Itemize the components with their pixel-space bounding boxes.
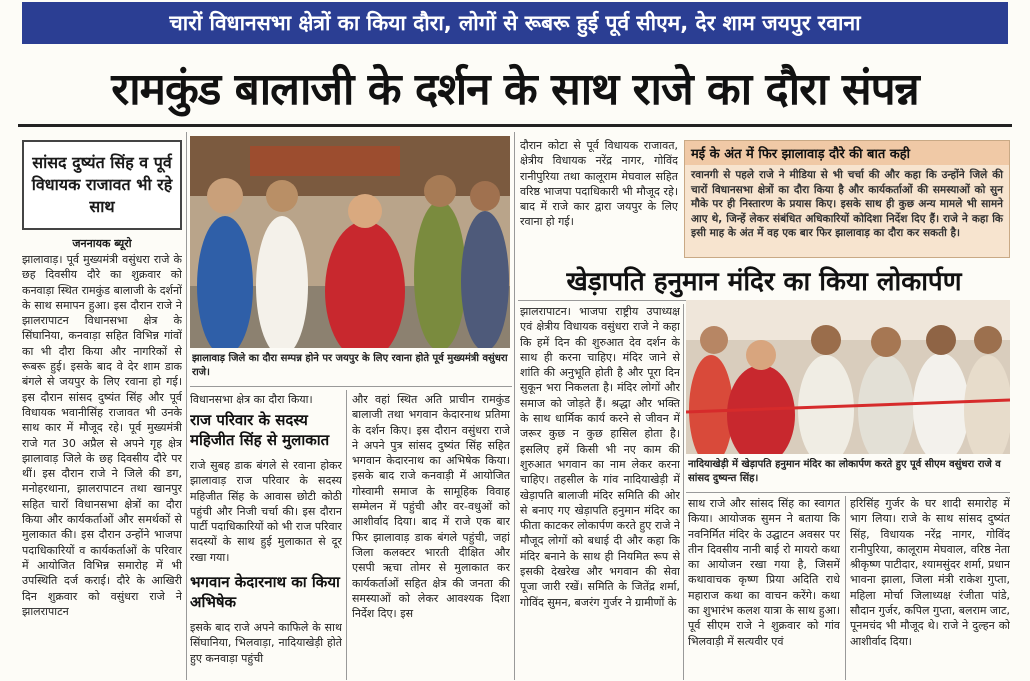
column-divider: [514, 132, 515, 680]
article-column-1: झालावाड़। पूर्व मुख्यमंत्री वसुंधरा राजे के छह दिवसीय दौरे का शुक्रवार को कनवाड़ा स्थित रामकुंड बालाजी के दर्शनों के साथ समापन हुआ। इस दौरान राजे ने झालरापाटन विधानसभा क्षेत्र के सिंघानिया, कनवाड़ा सहित विभिन्न गांवों का भी दौरा किया और नागरिकों से रूबरू हुई। इसके बाद वे देर शाम डाक बंगले से जयपुर के लिए रवाना हो गई। इस दौरान सांसद दुष्यंत सिंह और पूर्व विधायक भवानीसिंह राजावत भी उनके साथ कार में मौजूद रहे। पूर्व मुख्यमंत्री राजे गत 30 अप्रैल से अपने गृह क्षेत्र झालावाड़ जिले के छह दिवसीय दौरे पर थीं। इस दौरान राजे ने जिले की डग, मनोहरथाना, झालरापाटन तथा खानपुर सहित चारों विधानसभा क्षेत्रों का दौरा किया और कार्यकर्ताओं और समर्थकों से मुलाकात की। इस दौरान उन्होंने भाजपा पदाधिकारियों व कार्यकर्ताओं के परिवार में आयोजित विभिन्न समारोह में भी उपस्थिति दर्ज कराई। दौरे के आखिरी दिन शुक्रवार को वसुंधरा राजे ने झालरापाटन: [22, 253, 182, 618]
caption-rule: [190, 386, 512, 387]
photo2-caption: नादियाखेड़ी में खेड़ापति हनुमान मंदिर का लोकार्पण करते हुए पूर्व सीएम वसुंधरा राजे व सांसद दुष्यन्त सिंह।: [688, 459, 1001, 484]
photo-raje-departure: [190, 136, 510, 348]
column-divider: [346, 390, 347, 680]
column-divider: [186, 132, 187, 680]
article-column-3: और वहां स्थित अति प्राचीन रामकुंड बालाजी तथा भगवान केदारनाथ प्रतिमा के दर्शन किए। इस दौरान वसुंधरा राजे ने अपने पुत्र सांसद दुष्यंत सिंह सहित भगवान केदारनाथ का अभिषेक किया। इसके बाद राजे कनवाड़ी में आयोजित गोस्वामी समाज के सामूहिक विवाह सम्मेलन में पहुंची और वर-वधुओं को आशीर्वाद दिया। बाद में राजे एक बार फिर झालावाड़ डाक बंगले पहुंची, जहां जिला कलक्टर भारती दीक्षित और एसपी ऋचा तोमर से मुलाकात कर कार्यकर्ताओं सहित क्षेत्र की जनता की समस्याओं को लेकर आवश्यक दिशा निर्देश दिए। इस: [352, 393, 510, 621]
left-box-heading: सांसद दुष्यंत सिंह व पूर्व विधायक राजावत भी रहे साथ: [22, 140, 182, 230]
photo1-caption: झालावाड़ जिले का दौरा सम्पन्न होने पर जयपुर के लिए रवाना होते पूर्व मुख्यमंत्री वसुंधरा राजे।: [192, 353, 508, 378]
caption-rule: [686, 492, 1010, 493]
article-column-2-body2: इसके बाद राजे अपने काफिले के साथ सिंघानिया, भिलवाड़ा, नादियाखेड़ी होते हुए कनवाड़ा पहुंची: [190, 621, 342, 665]
info-box: [684, 140, 1010, 258]
article-column-4: झालरापाटन। भाजपा राष्ट्रीय उपाध्यक्ष एवं क्षेत्रीय विधायक वसुंधरा राजे ने कहा कि हमें दिन की शुरुआत देव दर्शन के साथ ही करना चाहिए। मंदिर जाने से शांति की अनुभूति होती है और पूरा दिन सुकून भरा निकलता है। मंदिर लोगों और समाज को जोड़ते हैं। श्रद्धा और भक्ति के साथ धार्मिक कार्य करने से जीवन में जरूर कुछ न कुछ हासिल होता है। इसलिए हमें किसी भी नए काम की शुरुआत भगवान का नाम लेकर करना चाहिए। तहसील के गांव नादियाखेड़ी में खेड़ापति बालाजी मंदिर समिति की ओर से बनाए गए खेड़ापति हनुमान मंदिर का फीता काटकर लोकार्पण करते हुए राजे ने मौजूद लोगों को बधाई दी और कहा कि मंदिर बनाने के साथ ही नियमित रूप से इसकी देखरेख और भगवान की सेवा पूजा जारी रखें। समिति के जितेंद्र शर्मा, गोविंद सुमन, बजरंग गुर्जर ने ग्रामीणों के: [520, 305, 680, 609]
subhead-kedarnath: भगवान केदारनाथ का किया अभिषेक: [190, 573, 340, 611]
info-box-heading: मई के अंत में फिर झालावाड़ दौरे की बात कही: [685, 141, 1009, 165]
column-divider: [845, 496, 846, 680]
headline-rule: [18, 124, 1012, 127]
article-column-5: साथ राजे और सांसद सिंह का स्वागत किया। आयोजक सुमन ने बताया कि नवनिर्मित मंदिर के उद्घाटन अवसर पर तीन दिवसीय नानी बाई रो मायरो कथा का आयोजन रखा गया है, जिसमें कथावाचक कृष्ण प्रिया अदिति राधे महाराज कथा का वाचन करेंगे। कथा का शुभारंभ कलश यात्रा के साथ हुआ। पूर्व सीएम राजे ने शुक्रवार को गांव भिलवाड़ी में सत्यवीर एवं: [688, 497, 840, 648]
top-banner: चारों विधानसभा क्षेत्रों का किया दौरा, लोगों से रूबरू हुई पूर्व सीएम, देर शाम जयपुर रवाना: [22, 2, 1008, 44]
second-headline: खेड़ापति हनुमान मंदिर का किया लोकार्पण: [566, 267, 962, 297]
article-column-6: हरिसिंह गुर्जर के घर शादी समारोह में भाग लिया। राजे के साथ सांसद दुष्यंत सिंह, विधायक नरेंद्र नागर, गोविंद रानीपुरिया, कालूराम मेघवाल, वरिष्ठ नेता श्रीकृष्ण पाटीदार, श्यामसुंदर शर्मा, प्रधान भावना झाला, जिला मंत्री राकेश गुप्ता, महिला मोर्चा जिलाध्यक्ष रंजीता पांडे, सौदान गुर्जर, कपिल गुप्ता, बलराम जाट, पूनमचंद भी मौजूद थे। राजे ने दुल्हन को आशीर्वाद दिया।: [850, 497, 1010, 648]
info-box-body: रवानगी से पहले राजे ने मीडिया से भी चर्चा की और कहा कि उन्होंने जिले की चारों विधानसभा क्षेत्रों का दौरा किया है और कार्यकर्ताओं की समस्याओं को सुन मौके पर ही निस्तारण के प्रयास किए। इसके साथ ही कुछ अन्य मामले भी सामने आए थे, जिन्हें लेकर संबंधित अधिकारियों कोदिशा निर्देश दिए हैं। राजे ने कहा कि इसी माह के अंत में वह एक बार फिर झालावाड़ का दौरा कर सकती है।: [691, 169, 1003, 239]
photo-temple-inauguration: [686, 300, 1010, 454]
byline: जननायक ब्यूरो: [72, 237, 132, 250]
page-headline: रामकुंड बालाजी के दर्शन के साथ राजे का दौरा संपन्न: [111, 64, 919, 115]
article-column-2-lead: विधानसभा क्षेत्र का दौरा किया।: [190, 393, 313, 406]
article-column-2-body1: राजे सुबह डाक बंगले से रवाना होकर झालावाड़ राज परिवार के सदस्य महिजीत सिंह के आवास छोटी कोठी पहुंची और निजी चर्चा की। इस दौरान पार्टी पदाधिकारियों को भी राज परिवार सदस्यों के साथ हुई मुलाकात से दूर रखा गया।: [190, 459, 342, 564]
article-column-4-top: दौरान कोटा से पूर्व विधायक राजावत, क्षेत्रीय विधायक नरेंद्र नागर, गोविंद रानीपुरिया तथा कालूराम मेघवाल सहित वरिष्ठ भाजपा पदाधिकारी भी मौजूद रहे। बाद में राजे कार द्वारा जयपुर के लिए रवाना हो गई।: [520, 139, 678, 229]
column-divider: [683, 304, 684, 680]
subhead-royal-family: राज परिवार के सदस्य महिजीत सिंह से मुलाकात: [190, 411, 330, 449]
